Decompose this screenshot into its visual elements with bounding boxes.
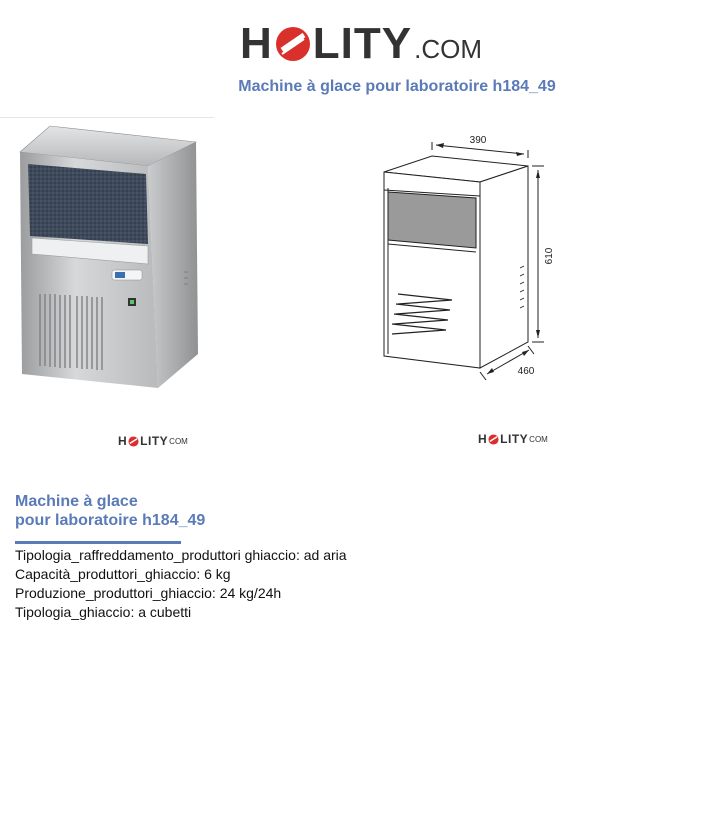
spec-item: Tipologia_raffreddamento_produttori ghiaccio: ad aria bbox=[15, 547, 347, 563]
logo-letters-lity: LITY bbox=[312, 19, 413, 68]
product-title-line1: Machine à glace bbox=[15, 493, 138, 510]
title-underline bbox=[15, 541, 181, 544]
spec-item: Capacità_produttori_ghiaccio: 6 kg bbox=[15, 566, 231, 582]
product-title-line2: pour laboratoire h184_49 bbox=[15, 512, 206, 529]
spec-item: Tipologia_ghiaccio: a cubetti bbox=[15, 604, 192, 620]
product-title bbox=[15, 492, 205, 530]
logo-suffix: .COM bbox=[414, 34, 482, 64]
photo-watermark bbox=[118, 434, 188, 448]
watermark-suffix: COM bbox=[169, 436, 188, 446]
watermark-o-icon bbox=[488, 434, 499, 445]
product-photo bbox=[14, 122, 204, 392]
logo-letter-h: H bbox=[240, 19, 273, 68]
dimension-depth-label: 460 bbox=[517, 366, 535, 377]
dimension-drawing bbox=[370, 128, 570, 388]
watermark-letter-h: H bbox=[478, 432, 488, 446]
spec-list bbox=[15, 546, 347, 622]
dimension-width-label: 390 bbox=[469, 135, 487, 146]
divider bbox=[0, 117, 214, 118]
site-logo[interactable] bbox=[240, 14, 482, 66]
logo-o-icon bbox=[275, 26, 311, 62]
page-title: Machine à glace pour laboratoire h184_49 bbox=[238, 78, 556, 95]
logo-wordmark bbox=[240, 19, 413, 68]
dimension-height-label: 610 bbox=[544, 247, 555, 265]
watermark-o-icon bbox=[128, 436, 139, 447]
watermark-letter-h: H bbox=[118, 434, 128, 448]
watermark-letters: LITY bbox=[500, 432, 529, 446]
drawing-watermark bbox=[478, 432, 548, 446]
watermark-suffix: COM bbox=[529, 434, 548, 444]
spec-item: Produzione_produttori_ghiaccio: 24 kg/24h bbox=[15, 585, 282, 601]
watermark-letters: LITY bbox=[140, 434, 169, 448]
